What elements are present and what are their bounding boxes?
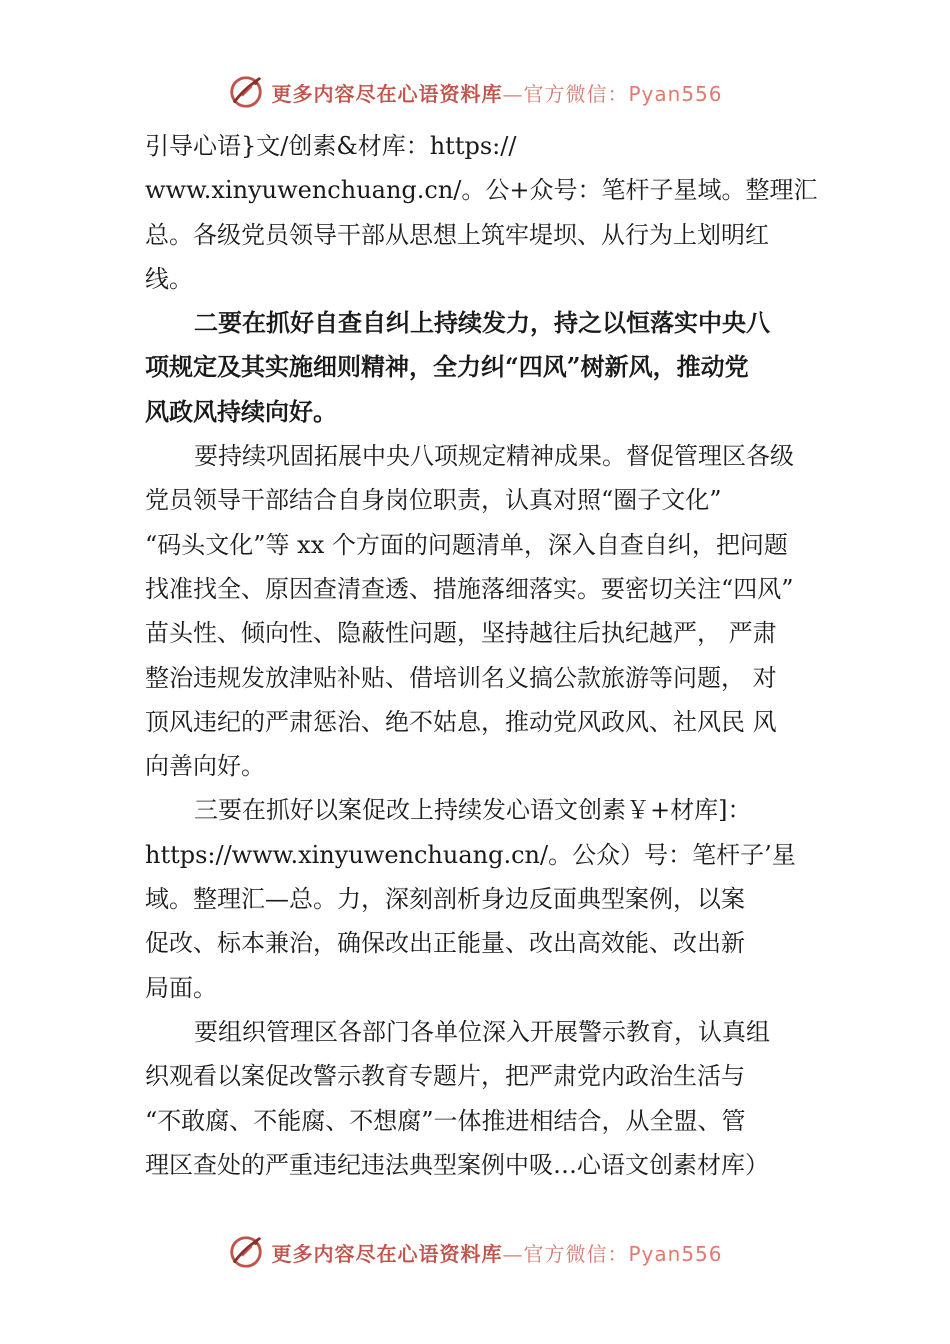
- text-line: 找准找全、原因查清查透、措施落细落实。要密切关注“四风”: [145, 574, 794, 603]
- text-line: 整治违规发放津贴补贴、借培训名义搞公款旅游等问题， 对: [145, 663, 777, 692]
- text-line: 党员领导干部结合自身岗位职责，认真对照“圈子文化”: [145, 486, 722, 515]
- watermark-separator: —官方微信：: [502, 1241, 629, 1266]
- text-line: 总。各级党员领导干部从思想上筑牢堤坝、从行为上划明红: [145, 220, 769, 249]
- watermark-wechat-id: Pyan556: [628, 1241, 723, 1266]
- text-line: 向善向好。: [145, 752, 265, 781]
- text-line: 织观看以案促改警示教育专题片，把严肃党内政治生活与: [145, 1062, 745, 1091]
- watermark-text: [271, 78, 722, 107]
- text-line: 顶风违纪的严肃惩治、绝不姑息，推动党风政风、社风民 风: [145, 707, 777, 736]
- text-line: www.xinyuwenchuang.cn/。公+众号：笔杆子星域。整理汇: [145, 176, 818, 205]
- watermark-text: [271, 1238, 722, 1267]
- watermark-main-text: 更多内容尽在心语资料库: [271, 81, 503, 106]
- text-line: 引导心语}文/创素&材库：https://: [145, 132, 517, 160]
- text-line: “码头文化”等 xx 个方面的问题清单，深入自查自纠，把问题: [145, 530, 788, 559]
- text-line: 要持续巩固拓展中央八项规定精神成果。督促管理区各级: [194, 442, 794, 471]
- document-body: [145, 124, 835, 1187]
- watermark-main-text: 更多内容尽在心语资料库: [271, 1241, 503, 1266]
- text-line: 苗头性、倾向性、隐蔽性问题，坚持越往后执纪越严， 严肃: [145, 619, 777, 648]
- watermark-separator: —官方微信：: [502, 81, 629, 106]
- text-line: “不敢腐、不能腐、不想腐”一体推进相结合，从全盟、管: [145, 1106, 746, 1135]
- section-heading-line: 二要在抓好自查自纠上持续发力，持之以恒落实中央八: [194, 308, 770, 338]
- text-line: 局面。: [145, 973, 217, 1002]
- text-line: 理区查处的严重违纪违法典型案例中吸…心语文创素材库）: [145, 1150, 769, 1179]
- text-line: https://www.xinyuwenchuang.cn/。公众）号：笔杆子’星: [145, 840, 796, 869]
- footer-watermark: [0, 1230, 950, 1274]
- section-heading-line: 项规定及其实施细则精神，全力纠“四风”树新风，推动党: [145, 352, 749, 382]
- text-line: 域。整理汇—总。力，深刻剖析身边反面典型案例，以案: [145, 885, 745, 914]
- text-line: 线。: [145, 264, 193, 293]
- text-line: 促改、标本兼治，确保改出正能量、改出高效能、改出新: [145, 929, 745, 958]
- watermark-logo-icon: [227, 73, 265, 111]
- header-watermark: [0, 70, 950, 114]
- text-line: 三要在抓好以案促改上持续发心语文创素￥+材库]：: [194, 796, 752, 825]
- watermark-wechat-id: Pyan556: [628, 81, 723, 106]
- watermark-logo-icon: [227, 1233, 265, 1271]
- section-heading-line: 风政风持续向好。: [145, 396, 337, 426]
- text-line: 要组织管理区各部门各单位深入开展警示教育，认真组: [194, 1017, 770, 1046]
